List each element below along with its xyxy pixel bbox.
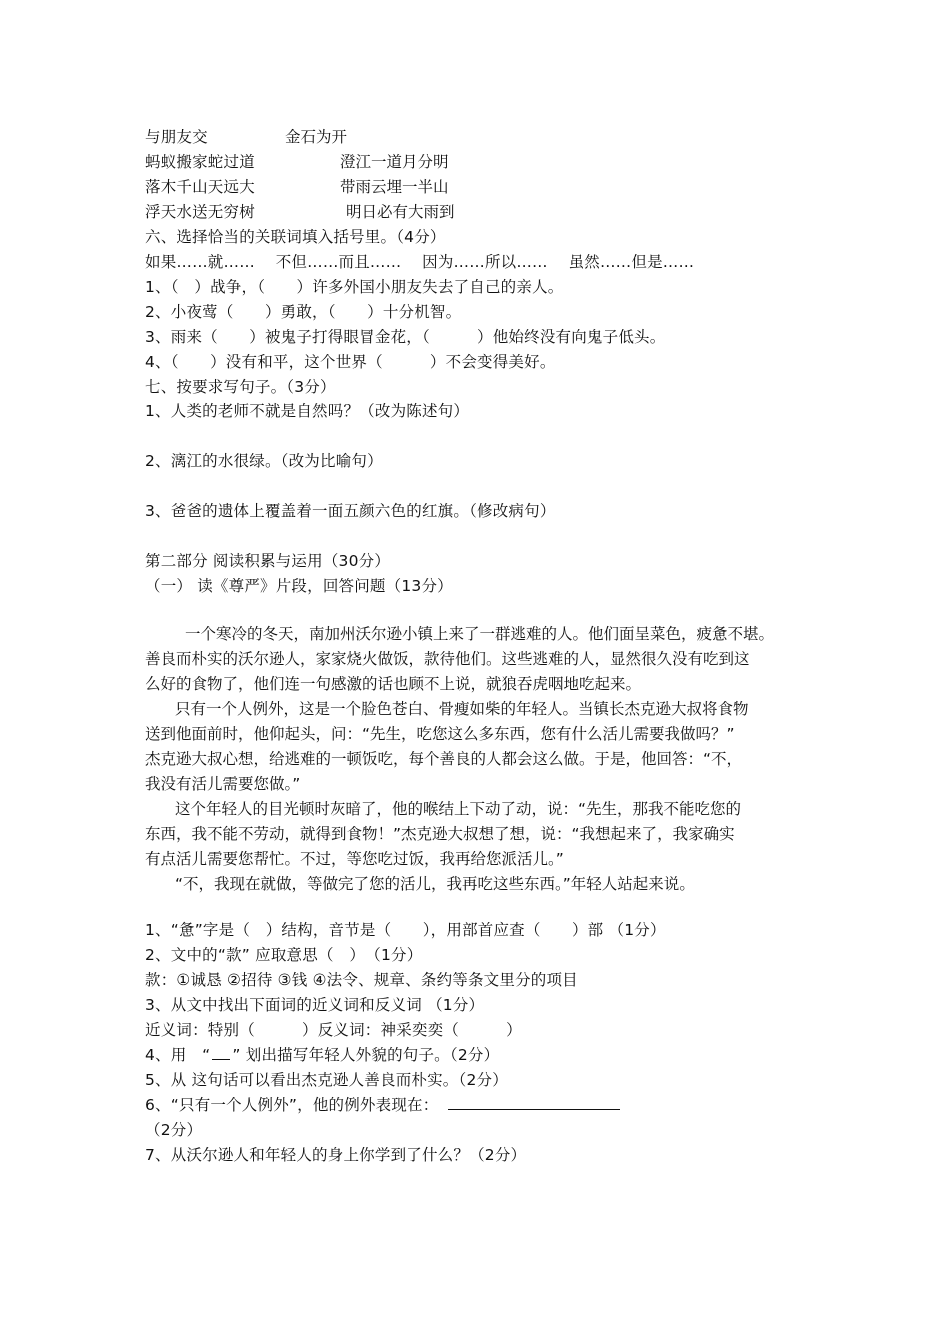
underline-sample	[212, 1047, 230, 1060]
passage-line-7: 我没有活儿需要您做。”	[145, 775, 301, 793]
passage-line-1: 一个寒冷的冬天，南加州沃尔逊小镇上来了一群逃难的人。他们面呈菜色，疲惫不堪。	[185, 625, 775, 643]
question-3-words: 近义词：特别（ ）反义词：神采奕奕（ ）	[145, 1021, 522, 1039]
section6-item-3: 3、雨来（ ）被鬼子打得眼冒金花，（ ）他始终没有向鬼子低头。	[145, 328, 666, 346]
passage-line-3: 么好的食物了，他们连一句感激的话也顾不上说，就狼吞虎咽地吃起来。	[145, 675, 642, 693]
idiom-left-3: 落木千山天远大	[145, 178, 255, 196]
passage-line-2: 善良而朴实的沃尔逊人，家家烧火做饭，款待他们。这些逃难的人，显然很久没有吃到这	[145, 650, 750, 668]
section6-options: 如果……就…… 不但……而且…… 因为……所以…… 虽然……但是……	[145, 253, 695, 271]
section6-title: 六、选择恰当的关联词填入括号里。（4分）	[145, 228, 446, 246]
passage-line-10: 有点活儿需要您帮忙。不过，等您吃过饭，我再给您派活儿。”	[145, 850, 564, 868]
idiom-right-2: 澄江一道月分明	[340, 153, 449, 171]
idiom-left-1: 与朋友交	[145, 128, 208, 146]
section6-item-1: 1、（ ）战争，（ ）许多外国小朋友失去了自己的亲人。	[145, 278, 564, 296]
passage-line-6: 杰克逊大叔心想，给逃难的一顿饭吃，每个善良的人都会这么做。于是，他回答：“不，	[145, 750, 743, 768]
passage-line-5: 送到他面前时，他仰起头，问：“先生，吃您这么多东西，您有什么活儿需要我做吗？”	[145, 725, 735, 743]
question-6	[145, 1095, 620, 1115]
idiom-right-1: 金石为开	[285, 128, 348, 146]
question-3: 3、从文中找出下面词的近义词和反义词 （1分）	[145, 996, 485, 1014]
section7-title: 七、按要求写句子。（3分）	[145, 378, 336, 396]
section7-item-2: 2、漓江的水很绿。（改为比喻句）	[145, 452, 383, 470]
passage-line-9: 东西，我不能不劳动，就得到食物！”杰克逊大叔想了想，说：“我想起来了，我家确实	[145, 825, 735, 843]
answer-line[interactable]	[448, 1095, 620, 1110]
part2-title: 第二部分 阅读积累与运用（30分）	[145, 552, 391, 570]
passage-line-8: 这个年轻人的目光顿时灰暗了，他的喉结上下动了动，说：“先生，那我不能吃您的	[175, 800, 742, 818]
idiom-right-3: 带雨云埋一半山	[340, 178, 449, 196]
passage-line-11: “不，我现在就做，等做完了您的活儿，我再吃这些东西。”年轻人站起来说。	[175, 875, 695, 893]
idiom-left-2: 蚂蚁搬家蛇过道	[145, 153, 255, 171]
question-4-end: ” 划出描写年轻人外貌的句子。（2分）	[232, 1046, 500, 1064]
question-5: 5、从 这句话可以看出杰克逊人善良而朴实。（2分）	[145, 1071, 508, 1089]
idiom-right-4: 明日必有大雨到	[346, 203, 455, 221]
question-6-text: 6、“只有一个人例外”，他的例外表现在：	[145, 1096, 439, 1114]
section7-item-1: 1、人类的老师不就是自然吗？（改为陈述句）	[145, 402, 470, 420]
question-7: 7、从沃尔逊人和年轻人的身上你学到了什么？（2分）	[145, 1146, 527, 1164]
question-2: 2、文中的“款” 应取意思（ ） （1分）	[145, 946, 423, 964]
question-6-score: （2分）	[145, 1121, 203, 1139]
part2-subtitle: （一） 读《尊严》片段，回答问题（13分）	[145, 577, 453, 595]
passage-line-4: 只有一个人例外，这是一个脸色苍白、骨瘦如柴的年轻人。当镇长杰克逊大叔将食物	[175, 700, 749, 718]
section6-item-4: 4、（ ）没有和平，这个世界（ ）不会变得美好。	[145, 353, 556, 371]
section7-item-3: 3、爸爸的遗体上覆盖着一面五颜六色的红旗。（修改病句）	[145, 502, 556, 520]
question-4-start: 4、用 “	[145, 1046, 211, 1064]
question-2-options: 款：①诚恳 ②招待 ③钱 ④法令、规章、条约等条文里分的项目	[145, 971, 578, 989]
question-1: 1、“惫”字是（ ）结构，音节是（ ），用部首应查（ ）部 （1分）	[145, 921, 666, 939]
idiom-left-4: 浮天水送无穷树	[145, 203, 255, 221]
section6-item-2: 2、小夜莺（ ）勇敢，（ ）十分机智。	[145, 303, 462, 321]
question-4	[145, 1045, 499, 1065]
